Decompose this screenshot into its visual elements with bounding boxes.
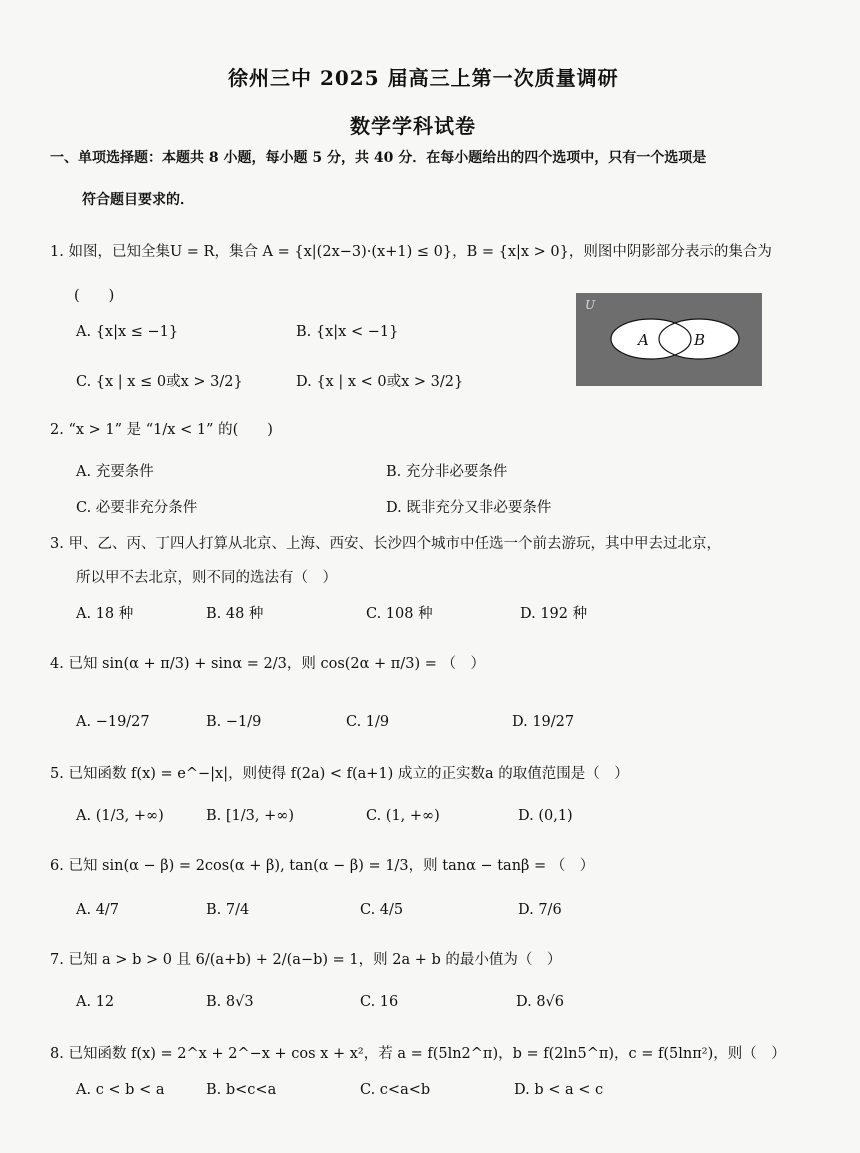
question-6-line1: 6. 已知 sin(α − β) = 2cos(α + β), tan(α − β) = 1/3，则 tanα − tanβ = （ ）: [50, 858, 595, 874]
question-1-option-b: B. {x|x < −1}: [296, 324, 399, 340]
question-6-option-a: A. 4/7: [76, 902, 120, 918]
question-7-option-a: A. 12: [76, 994, 115, 1010]
exam-subtitle: 数学学科试卷: [350, 114, 476, 138]
question-7-line1: 7. 已知 a > b > 0 且 6/(a+b) + 2/(a−b) = 1，则 2a + b 的最小值为（ ）: [50, 952, 562, 968]
question-8-line1: 8. 已知函数 f(x) = 2^x + 2^−x + cos x + x²，若 a = f(5ln2^π)，b = f(2ln5^π)，c = f(5lnπ²)，则（ ）: [50, 1046, 786, 1062]
question-6-option-d: D. 7/6: [518, 902, 562, 918]
question-3-line2: 所以甲不去北京，则不同的选法有（ ）: [76, 570, 337, 586]
question-5-option-d: D. (0,1): [518, 808, 573, 824]
question-3-option-a: A. 18 种: [76, 606, 134, 622]
set-b-label: B: [694, 331, 706, 349]
question-1-line2: ( ): [74, 288, 115, 304]
question-1-option-d: D. {x | x < 0或x > 3/2}: [296, 374, 464, 390]
question-4-option-d: D. 19/27: [512, 714, 575, 730]
question-4-option-c: C. 1/9: [346, 714, 390, 730]
question-7-option-b: B. 8√3: [206, 994, 254, 1010]
venn-diagram-svg: [576, 293, 762, 386]
question-3-option-c: C. 108 种: [366, 606, 433, 622]
question-8-option-c: C. c<a<b: [360, 1082, 431, 1098]
question-7-option-d: D. 8√6: [516, 994, 565, 1010]
section-instruction-line1: 一、单项选择题：本题共 8 小题，每小题 5 分，共 40 分．在每小题给出的四个选项中，只有一个选项是: [50, 150, 707, 166]
section-instruction-line2: 符合题目要求的．: [82, 192, 194, 208]
universe-label: U: [585, 298, 596, 312]
question-2-option-a: A. 充要条件: [76, 464, 154, 480]
exam-title: 徐州三中 2025 届高三上第一次质量调研: [228, 66, 619, 90]
question-2-option-d: D. 既非充分又非必要条件: [386, 500, 552, 516]
question-5-line1: 5. 已知函数 f(x) = e^−|x|，则使得 f(2a) < f(a+1) 成立的正实数a 的取值范围是（ ）: [50, 766, 629, 782]
question-2-option-b: B. 充分非必要条件: [386, 464, 508, 480]
question-2-line1: 2. “x > 1” 是 “1/x < 1” 的( ): [50, 422, 273, 438]
question-4-option-b: B. −1/9: [206, 714, 262, 730]
question-6-option-b: B. 7/4: [206, 902, 250, 918]
question-1-line1: 1. 如图，已知全集U = R，集合 A = {x|(2x−3)·(x+1) ≤ 0}，B = {x|x > 0}，则图中阴影部分表示的集合为: [50, 244, 772, 260]
question-5-option-b: B. [1/3, +∞): [206, 808, 294, 824]
question-7-option-c: C. 16: [360, 994, 399, 1010]
set-a-label: A: [638, 331, 649, 349]
question-6-option-c: C. 4/5: [360, 902, 404, 918]
question-4-line1: 4. 已知 sin(α + π/3) + sinα = 2/3，则 cos(2α + π/3) = （ ）: [50, 656, 485, 672]
question-5-option-a: A. (1/3, +∞): [76, 808, 164, 824]
question-1-option-c: C. {x | x ≤ 0或x > 3/2}: [76, 374, 243, 390]
question-8-option-d: D. b < a < c: [514, 1082, 604, 1098]
question-1-option-a: A. {x|x ≤ −1}: [76, 324, 179, 340]
venn-diagram: [576, 293, 762, 386]
question-3-line1: 3. 甲、乙、丙、丁四人打算从北京、上海、西安、长沙四个城市中任选一个前去游玩，其中甲去过北京，: [50, 536, 721, 552]
question-3-option-b: B. 48 种: [206, 606, 264, 622]
question-2-option-c: C. 必要非充分条件: [76, 500, 198, 516]
question-8-option-a: A. c < b < a: [76, 1082, 165, 1098]
question-3-option-d: D. 192 种: [520, 606, 588, 622]
question-8-option-b: B. b<c<a: [206, 1082, 277, 1098]
question-4-option-a: A. −19/27: [76, 714, 150, 730]
question-5-option-c: C. (1, +∞): [366, 808, 440, 824]
